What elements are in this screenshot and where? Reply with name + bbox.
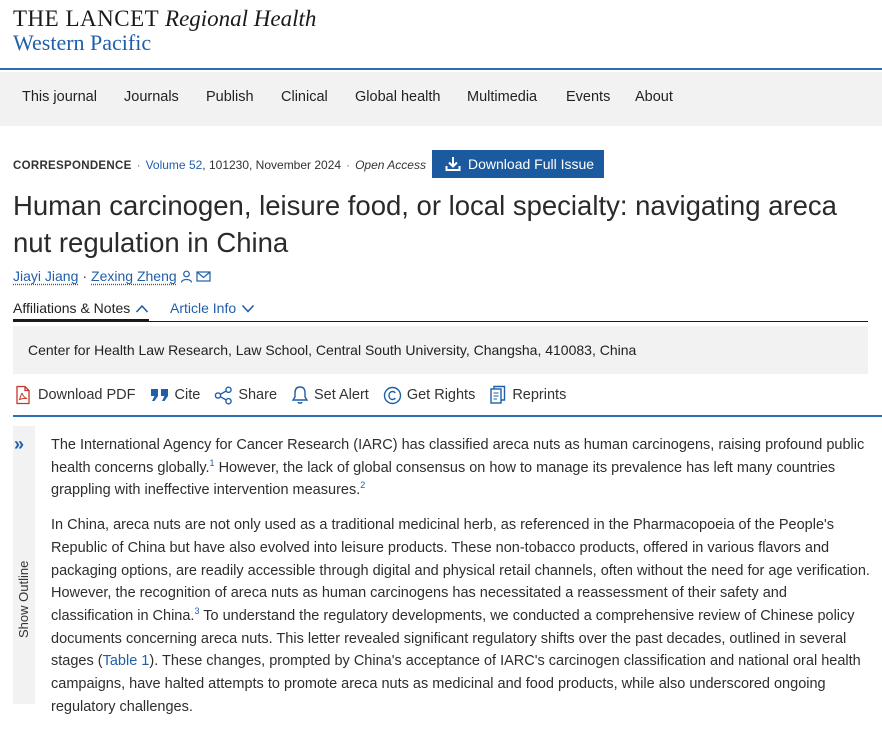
author-separator: · bbox=[82, 268, 88, 284]
article-type: CORRESPONDENCE bbox=[13, 160, 132, 172]
nav-clinical[interactable]: Clinical bbox=[281, 89, 328, 105]
nav-publish[interactable]: Publish bbox=[206, 89, 254, 105]
get-rights-button[interactable] bbox=[383, 386, 476, 405]
download-pdf-button[interactable] bbox=[13, 385, 136, 405]
double-chevron-right-icon: » bbox=[14, 434, 22, 454]
share-button[interactable] bbox=[214, 386, 277, 405]
copyright-icon bbox=[383, 386, 402, 405]
chevron-up-icon bbox=[135, 304, 149, 313]
site-header bbox=[0, 0, 882, 70]
paragraph: In China, areca nuts are not only used as a traditional medicinal herb, as referenced in the Pharmacopoeia of the People's Republic of China but have also evolved into leisure products. These non-tobacco products, offered in various flavors and packaging options, are readily accessible through digital and physical retail channels, often without the need for age verification. However, the recognition of areca nuts as human carcinogens has necessitated a reassessment of their safety and classification in China.$^3$ To understand the regulatory developments, we conducted a comprehensive review of Chinese policy documents concerning areca nuts. This letter revealed significant regulatory shifts over the past decades, outlined in several stages (Table 1). These changes, prompted by China's acceptance of IARC's carcinogen classification and national oral health campaigns, have halted attempts to promote areca nuts as medicinal and food products, while also underscored ongoing regulatory challenges. bbox=[51, 517, 870, 715]
table-1-link[interactable]: Table 1 bbox=[102, 653, 150, 670]
reprints-label: Reprints bbox=[512, 387, 567, 403]
tab-article-info-label: Article Info bbox=[170, 300, 237, 316]
set-alert-label: Set Alert bbox=[314, 387, 369, 403]
quote-icon bbox=[150, 387, 170, 403]
nav-multimedia[interactable]: Multimedia bbox=[467, 89, 538, 105]
author-list bbox=[13, 268, 211, 284]
nav-events[interactable]: Events bbox=[566, 89, 611, 105]
issue-details: , 101230, November 2024 bbox=[202, 158, 342, 172]
article-title: Human carcinogen, leisure food, or local specialty: navigating areca nut regulation in China bbox=[13, 190, 837, 258]
journal-logo[interactable] bbox=[13, 6, 316, 56]
nav-this-journal[interactable]: This journal bbox=[22, 89, 97, 105]
show-outline-label: Show Outline bbox=[16, 560, 31, 638]
volume-link[interactable]: Volume 52 bbox=[145, 158, 203, 172]
article-tabs bbox=[13, 298, 868, 322]
reference-link[interactable]: 1 bbox=[209, 457, 215, 468]
author-link[interactable]: Zexing Zheng bbox=[91, 268, 177, 284]
download-full-issue-button[interactable] bbox=[432, 150, 604, 178]
set-alert-button[interactable] bbox=[291, 385, 369, 405]
chevron-down-icon bbox=[241, 304, 255, 313]
meta-separator: · bbox=[346, 158, 351, 172]
pdf-icon bbox=[13, 385, 33, 405]
get-rights-label: Get Rights bbox=[406, 387, 476, 403]
tab-article-info[interactable] bbox=[170, 300, 255, 316]
show-outline-toggle[interactable] bbox=[13, 426, 35, 704]
logo-line-2: Western Pacific bbox=[13, 30, 152, 55]
cite-label: Cite bbox=[174, 387, 201, 403]
reprints-button[interactable] bbox=[489, 385, 566, 405]
tab-affiliations-label: Affiliations & Notes bbox=[13, 300, 131, 316]
author-link[interactable]: Jiayi Jiang bbox=[13, 268, 79, 284]
tab-affiliations-notes[interactable] bbox=[13, 300, 149, 316]
share-icon bbox=[214, 386, 233, 405]
share-label: Share bbox=[238, 387, 278, 403]
reprints-icon bbox=[489, 385, 507, 405]
article-body bbox=[51, 434, 873, 730]
download-full-issue-label: Download Full Issue bbox=[468, 156, 595, 172]
email-icon[interactable] bbox=[196, 270, 211, 283]
logo-line-1: THE LANCET Regional Health bbox=[13, 6, 317, 31]
main-nav bbox=[0, 72, 882, 126]
download-pdf-label: Download PDF bbox=[38, 387, 136, 403]
meta-separator: · bbox=[136, 158, 141, 172]
affiliation-text: Center for Health Law Research, Law School, Central South University, Changsha, 410083, China bbox=[28, 342, 637, 358]
nav-journals[interactable]: Journals bbox=[124, 89, 179, 105]
nav-global-health[interactable]: Global health bbox=[355, 89, 441, 105]
person-icon[interactable] bbox=[180, 270, 193, 283]
article-meta bbox=[13, 158, 426, 172]
open-access-label: Open Access bbox=[355, 158, 426, 172]
reference-link[interactable]: 2 bbox=[360, 480, 366, 491]
download-icon bbox=[444, 155, 462, 173]
bell-icon bbox=[291, 385, 309, 405]
nav-about[interactable]: About bbox=[635, 89, 673, 105]
article-actions bbox=[13, 384, 580, 406]
cite-button[interactable] bbox=[150, 387, 201, 403]
affiliation-panel bbox=[13, 326, 868, 374]
divider-rule bbox=[13, 415, 882, 417]
reference-link[interactable]: 3 bbox=[194, 605, 200, 616]
paragraph: The International Agency for Cancer Research (IARC) has classified areca nuts as human carcinogens, raising profound public health concerns globally.$^1$ However, the lack of global consensus on how to manage its prevalence has left many countries grappling with ineffective intervention measures.$^2$ bbox=[51, 437, 865, 499]
